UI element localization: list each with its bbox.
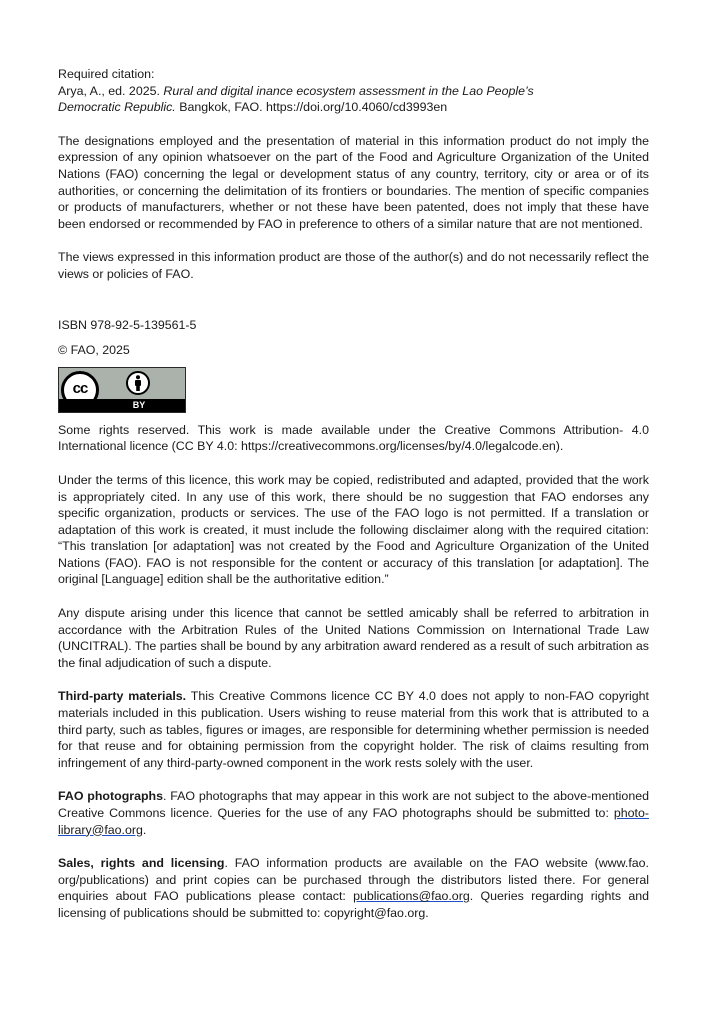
third-party-heading: Third-party materials. [58, 689, 187, 704]
citation-title-line2: Democratic Republic. [58, 100, 176, 115]
sales-paragraph [58, 855, 649, 921]
third-party-paragraph [58, 688, 649, 771]
sales-heading: Sales, rights and licensing [58, 856, 225, 871]
citation-publisher-doi: Bangkok, FAO. https://doi.org/10.4060/cd3993en [175, 100, 448, 115]
photo-library-email-link[interactable]: photo-library@fao.org [58, 806, 649, 837]
photographs-heading: FAO photographs [58, 789, 163, 804]
sales-text-2: . Queries regarding rights and licensing of publications should be submitted to: copyright@fao.org. [58, 889, 650, 920]
copyright-page [58, 66, 649, 922]
rights-paragraph: Some rights reserved. This work is made available under the Creative Commons Attribution- 4.0 International licence (CC BY 4.0: https://creativecommons.org/licenses/by/4.0/legalcode.en). [58, 422, 649, 454]
terms-paragraph: Under the terms of this licence, this work may be copied, redistributed and adapted, provided that the work is appropriately cited. In any use of this work, there should be no suggestion that FAO endorses any specific organization, products or services. The use of the FAO logo is not permitted. If a translation or adaptation of this work is created, it must include the following disclaimer along with the required citation: “This translation [or adaptation] was not created by the Food and Agriculture Organization of the United Nations (FAO). FAO is not responsible for the content or accuracy of this translation [or adaptation]. The original [Language] edition shall be the authoritative edition.” [58, 472, 649, 587]
attribution-person-icon [126, 371, 150, 395]
views-paragraph: The views expressed in this information product are those of the author(s) and do not necessarily reflect the views or policies of FAO. [58, 250, 649, 281]
citation-author-year: Arya, A., ed. 2025. [58, 83, 164, 98]
third-party-text: This Creative Commons licence CC BY 4.0 does not apply to non-FAO copyright materials included in this publication. Users wishing to reuse material from this work that is attributed to a third party, such as tables, figures or images, are responsible for determining whether permission is needed for that reuse and for obtaining permission from the copyright holder. The risk of claims resulting from infringement of any third-party-owned component in the work rests solely with the user. [58, 689, 649, 770]
by-label: BY [132, 399, 146, 410]
copyright-notice: © FAO, 2025 [58, 343, 130, 358]
designations-paragraph: The designations employed and the presentation of material in this information product do not imply the expression of any opinion whatsoever on the part of the Food and Agriculture Organization of the United Nations (FAO) concerning the legal or development status of any country, territory, city or area or of its authorities, or concerning the delimitation of its frontiers or boundaries. The mention of specific companies or products of manufacturers, whether or not these have been patented, does not imply that these have been endorsed or recommended by FAO in preference to others of a similar nature that are not mentioned. [58, 133, 649, 231]
creative-commons-by-badge [58, 367, 186, 413]
isbn: ISBN 978-92-5-139561-5 [58, 317, 197, 332]
photographs-end: . [142, 822, 147, 837]
citation-title-line1: Rural and digital inance ecosystem assessment in the Lao People’s [163, 83, 534, 98]
photographs-paragraph [58, 788, 649, 838]
citation-text [58, 83, 649, 116]
cc-icon-text: cc [72, 380, 88, 398]
photographs-text: . FAO photographs that may appear in this work are not subject to the above-mentioned Creative Commons licence. Queries for the use of any FAO photographs should be submitted to: [58, 789, 649, 820]
sales-text: . FAO information products are available on the FAO website (www.fao. org/publications) and print copies can be purchased through the distributors listed there. For general enquiries about FAO publications please contact: [58, 856, 649, 904]
dispute-paragraph: Any dispute arising under this licence that cannot be settled amicably shall be referred to arbitration in accordance with the Arbitration Rules of the United Nations Commission on International Trade Law (UNCITRAL). The parties shall be bound by any arbitration award rendered as a result of such arbitration as the final adjudication of such a dispute. [58, 606, 649, 670]
citation-label: Required citation: [58, 67, 155, 81]
publications-email-link[interactable]: publications@fao.org [353, 889, 470, 904]
